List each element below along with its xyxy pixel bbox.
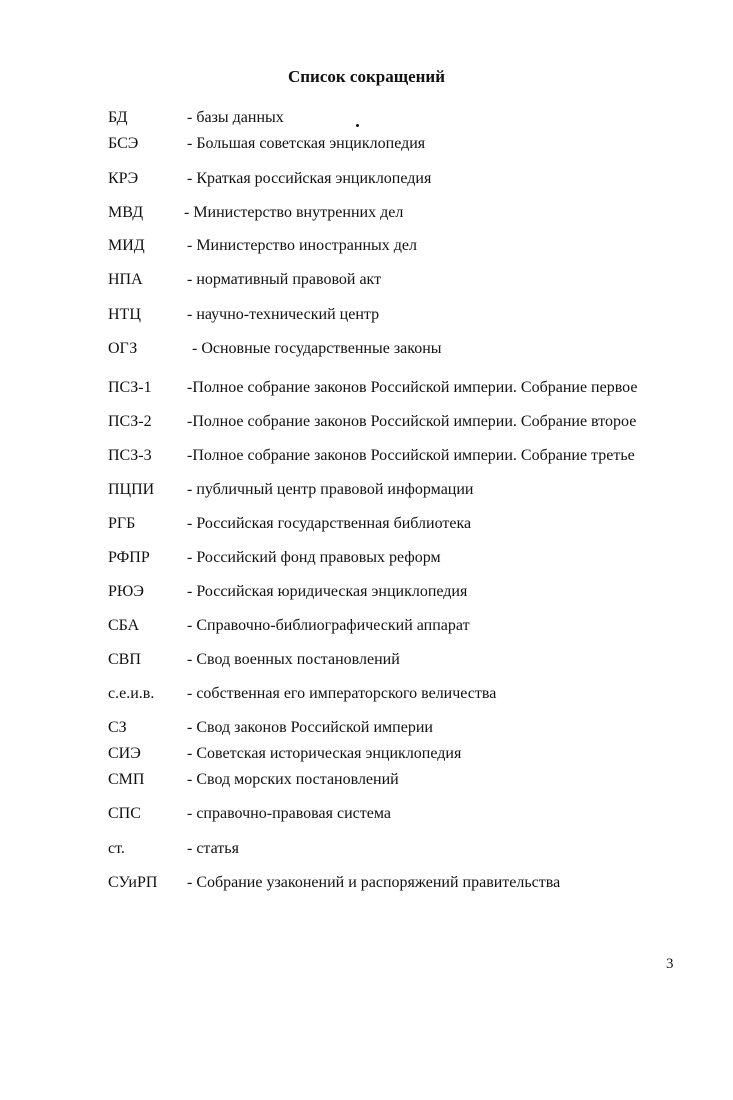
abbreviation-row xyxy=(0,683,733,705)
abbreviation: НТЦ xyxy=(108,306,141,323)
page-title: Список сокращений xyxy=(287,67,446,86)
abbreviation: ПЦПИ xyxy=(108,481,155,498)
abbreviation-definition: - Советская историческая энциклопедия xyxy=(187,745,462,762)
abbreviation: ПСЗ-2 xyxy=(108,413,152,430)
abbreviation-row xyxy=(0,377,733,399)
abbreviation-row xyxy=(0,479,733,501)
abbreviation-definition: - Российская юридическая энциклопедия xyxy=(187,583,468,600)
abbreviation-row xyxy=(0,803,733,825)
abbreviation: СВП xyxy=(108,651,141,668)
abbreviation-definition: - Министерство внутренних дел xyxy=(184,204,404,221)
abbreviation-definition: - научно-технический центр xyxy=(187,306,380,323)
abbreviation: БСЭ xyxy=(108,135,139,152)
abbreviation: СИЭ xyxy=(108,745,141,762)
page-number: 3 xyxy=(666,956,674,972)
abbreviation-definition: - Российская государственная библиотека xyxy=(187,515,472,532)
abbreviation: МВД xyxy=(108,204,144,221)
abbreviation-row xyxy=(0,615,733,637)
abbreviation-definition: -Полное собрание законов Российской империи. Собрание первое xyxy=(187,379,638,396)
abbreviation: НПА xyxy=(108,271,143,288)
abbreviation: с.е.и.в. xyxy=(108,685,155,702)
abbreviation-row xyxy=(0,838,733,860)
abbreviation-row xyxy=(0,133,733,155)
abbreviation: ПСЗ-1 xyxy=(108,379,152,396)
abbreviation-definition: - Краткая российская энциклопедия xyxy=(187,170,432,187)
abbreviation: ПСЗ-3 xyxy=(108,447,152,464)
abbreviation-row xyxy=(0,547,733,569)
abbreviation-row xyxy=(0,769,733,791)
abbreviation: ОГЗ xyxy=(108,340,138,357)
abbreviation: СМП xyxy=(108,771,145,788)
abbreviation-row xyxy=(0,445,733,467)
abbreviation-definition: - собственная его императорского величества xyxy=(187,685,497,702)
abbreviation-definition: - статья xyxy=(187,840,239,857)
abbreviation-definition: -Полное собрание законов Российской империи. Собрание третье xyxy=(187,447,635,464)
abbreviation-row xyxy=(0,338,733,360)
abbreviation-definition: - Собрание узаконений и распоряжений правительства xyxy=(187,874,561,891)
abbreviation-row xyxy=(0,872,733,894)
abbreviation-row xyxy=(0,581,733,603)
abbreviation-row xyxy=(0,269,733,291)
abbreviation: РФПР xyxy=(108,549,150,566)
abbreviation: ст. xyxy=(108,840,125,857)
abbreviation-definition: - публичный центр правовой информации xyxy=(187,481,474,498)
abbreviation-definition: - Справочно-библиографический аппарат xyxy=(187,617,470,634)
abbreviation-row xyxy=(0,107,733,129)
abbreviation: БД xyxy=(108,109,128,126)
abbreviation-definition: - справочно-правовая система xyxy=(187,805,391,822)
abbreviation-definition: - Основные государственные законы xyxy=(192,340,442,357)
abbreviation-definition: - нормативный правовой акт xyxy=(187,271,382,288)
abbreviation-definition: - Свод законов Российской империи xyxy=(187,719,433,736)
abbreviation-row xyxy=(0,513,733,535)
abbreviation-definition: -Полное собрание законов Российской империи. Собрание второе xyxy=(187,413,637,430)
abbreviation-row xyxy=(0,168,733,190)
abbreviation-row xyxy=(0,717,733,739)
abbreviation: СБА xyxy=(108,617,140,634)
abbreviation-definition: - Свод военных постановлений xyxy=(187,651,400,668)
abbreviation-row xyxy=(0,649,733,671)
abbreviation: СПС xyxy=(108,805,141,822)
abbreviation-row xyxy=(0,202,733,224)
abbreviation-definition: - Большая советская энциклопедия xyxy=(187,135,426,152)
abbreviation-row xyxy=(0,235,733,257)
abbreviation-definition: - Министерство иностранных дел xyxy=(187,237,417,254)
abbreviation-row xyxy=(0,304,733,326)
abbreviation: СЗ xyxy=(108,719,127,736)
abbreviation: РГБ xyxy=(108,515,136,532)
abbreviation: СУиРП xyxy=(108,874,158,891)
abbreviation-definition: - базы данных xyxy=(187,109,284,126)
abbreviation-row xyxy=(0,743,733,765)
abbreviation-definition: - Свод морских постановлений xyxy=(187,771,399,788)
abbreviation: КРЭ xyxy=(108,170,139,187)
abbreviation-row xyxy=(0,411,733,433)
abbreviation: РЮЭ xyxy=(108,583,144,600)
abbreviation-definition: - Российский фонд правовых реформ xyxy=(187,549,441,566)
abbreviation: МИД xyxy=(108,237,145,254)
